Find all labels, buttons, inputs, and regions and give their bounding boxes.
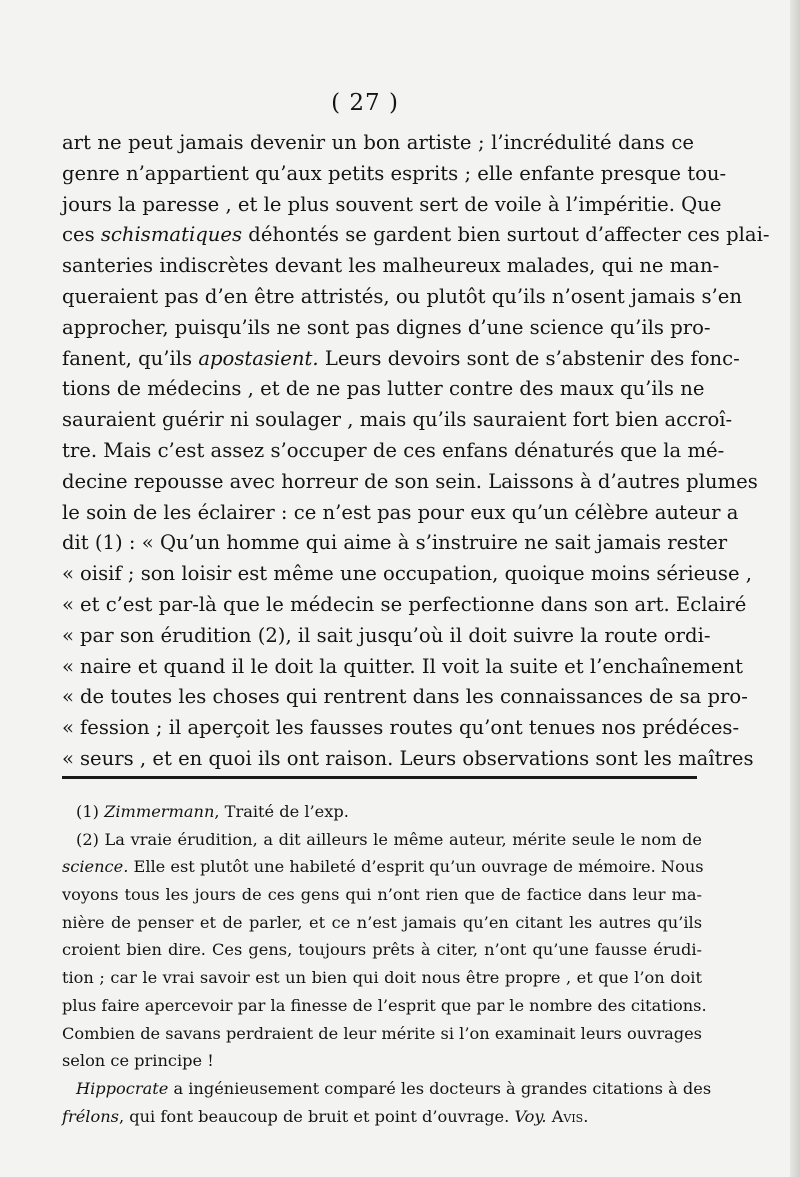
text-segment: croient bien dire. Ces gens, toujours prêts à citer, n’ont qu’une fausse érudi-: [62, 940, 702, 960]
text-line: [62, 498, 739, 529]
footnote-line: [62, 853, 702, 881]
text-line: [62, 282, 743, 313]
text-line: [62, 467, 758, 498]
footnotes: [62, 798, 712, 1130]
quote-mark: «: [62, 623, 74, 647]
text-line: [62, 559, 752, 590]
text-segment: tions de médecins , et de ne pas lutter contre des maux qu’ils ne: [62, 377, 705, 401]
footnote-line: [62, 1047, 702, 1075]
text-segment: decine repousse avec horreur de son sein. Laissons à d’autres plumes: [62, 469, 758, 493]
footnote-line: [62, 909, 702, 937]
text-line: [62, 344, 740, 375]
text-segment: approcher, puisqu’ils ne sont pas dignes d’une science qu’ils pro-: [62, 315, 711, 339]
quote-mark: «: [62, 716, 74, 740]
text-line: [62, 713, 740, 744]
footnote-line: [62, 936, 702, 964]
italic-term: frélons: [62, 1106, 119, 1126]
footnote-line: [62, 1103, 702, 1131]
text-segment: fanent, qu’ils: [62, 346, 199, 370]
text-line: [62, 652, 743, 683]
text-segment: , Traité de l’exp.: [214, 802, 349, 821]
text-segment: Combien de savans perdraient de leur mérite si l’on examinait leurs ouvrages: [62, 1023, 702, 1043]
text-line: [62, 128, 694, 159]
text-line: [62, 590, 747, 621]
text-line: [62, 682, 748, 713]
italic-term: schismatiques: [100, 223, 243, 247]
text-line: [62, 621, 711, 652]
text-segment: queraient pas d’en être attristés, ou plutôt qu’ils n’osent jamais s’en: [62, 284, 743, 308]
footnote-separator: [62, 776, 697, 779]
text-segment: naire et quand il le doit la quitter. Il voit la suite et l’enchaînement: [80, 654, 743, 678]
text-segment: fession ; il aperçoit les fausses routes qu’ont tenues nos prédéces-: [80, 716, 740, 740]
quote-mark: «: [62, 746, 74, 770]
page-number: ( 27 ): [331, 90, 399, 116]
text-segment: Elle est plutôt une habileté d’esprit qu’un ouvrage de mémoire. Nous: [128, 857, 704, 877]
text-segment: tion ; car le vrai savoir est un bien qui doit nous être propre , et que l’on doit: [62, 968, 702, 988]
text-segment: a ingénieusement comparé les docteurs à grandes citations à des: [168, 1078, 712, 1098]
text-segment: seurs , et en quoi ils ont raison. Leurs observations sont les maîtres: [80, 746, 754, 770]
text-segment: jours la paresse , et le plus souvent sert de voile à l’impéritie. Que: [62, 192, 722, 216]
text-segment: , qui font beaucoup de bruit et point d’ouvrage.: [118, 1106, 515, 1126]
quote-mark: «: [62, 562, 74, 586]
italic-term: apostasient.: [198, 346, 319, 370]
text-line: [62, 190, 722, 221]
small-caps-reference: Avis.: [551, 1106, 589, 1126]
italic-term: Voy.: [514, 1106, 547, 1126]
footnote-line: [62, 992, 707, 1020]
footnote-line: [62, 798, 702, 826]
footnote-line: [62, 1075, 712, 1103]
text-segment: art ne peut jamais devenir un bon artiste ; l’incrédulité dans ce: [62, 131, 694, 154]
text-segment: tre. Mais c’est assez s’occuper de ces enfans dénaturés que la mé-: [62, 438, 725, 462]
main-text: [62, 128, 770, 775]
text-segment: voyons tous les jours de ces gens qui n’ont rien que de factice dans leur ma-: [62, 885, 702, 905]
page-edge: [790, 0, 800, 1177]
text-segment: oisif ; son loisir est même une occupation, quoique moins sérieuse ,: [80, 562, 752, 586]
text-line: [62, 744, 754, 775]
footnote-line: [62, 964, 702, 992]
italic-term: Zimmermann: [104, 802, 215, 821]
text-segment: par son érudition (2), il sait jusqu’où il doit suivre la route ordi-: [80, 623, 711, 647]
text-segment: selon ce principe !: [62, 1051, 214, 1071]
text-segment: de toutes les choses qui rentrent dans les connaissances de sa pro-: [80, 685, 748, 709]
quote-mark: «: [62, 654, 74, 678]
text-segment: déhontés se gardent bien surtout d’affecter ces plai-: [242, 223, 770, 247]
text-segment: Leurs devoirs sont de s’abstenir des fonc-: [318, 346, 740, 370]
text-segment: (2) La vraie érudition, a dit ailleurs le même auteur, mérite seule le nom de: [76, 829, 702, 849]
quote-mark: «: [62, 685, 74, 709]
text-line: [62, 436, 725, 467]
text-segment: et c’est par-là que le médecin se perfectionne dans son art. Eclairé: [80, 592, 747, 616]
text-line: [62, 405, 733, 436]
quote-mark: «: [62, 592, 74, 616]
footnote-line: [62, 881, 702, 909]
text-line: [62, 528, 728, 559]
text-line: [62, 220, 770, 251]
text-segment: (1): [76, 802, 105, 821]
footnote-line: [62, 826, 702, 854]
text-segment: ces: [62, 223, 101, 247]
text-segment: sauraient guérir ni soulager , mais qu’ils sauraient fort bien accroî-: [62, 408, 733, 432]
text-line: [62, 374, 705, 405]
footnote-line: [62, 1020, 702, 1048]
text-segment: dit (1) : « Qu’un homme qui aime à s’instruire ne sait jamais rester: [62, 531, 728, 555]
text-segment: santeries indiscrètes devant les malheureux malades, qui ne man-: [62, 254, 720, 278]
text-line: [62, 159, 727, 190]
italic-term: Hippocrate: [76, 1078, 169, 1098]
text-segment: genre n’appartient qu’aux petits esprits ; elle enfante presque tou-: [62, 161, 727, 185]
text-line: [62, 313, 711, 344]
text-segment: plus faire apercevoir par la finesse de l’esprit que par le nombre des citations.: [62, 995, 707, 1015]
text-segment: nière de penser et de parler, et ce n’est jamais qu’en citant les autres qu’ils: [62, 912, 702, 932]
text-segment: le soin de les éclairer : ce n’est pas pour eux qu’un célèbre auteur a: [62, 500, 739, 524]
italic-term: science.: [62, 857, 129, 877]
text-line: [62, 251, 720, 282]
